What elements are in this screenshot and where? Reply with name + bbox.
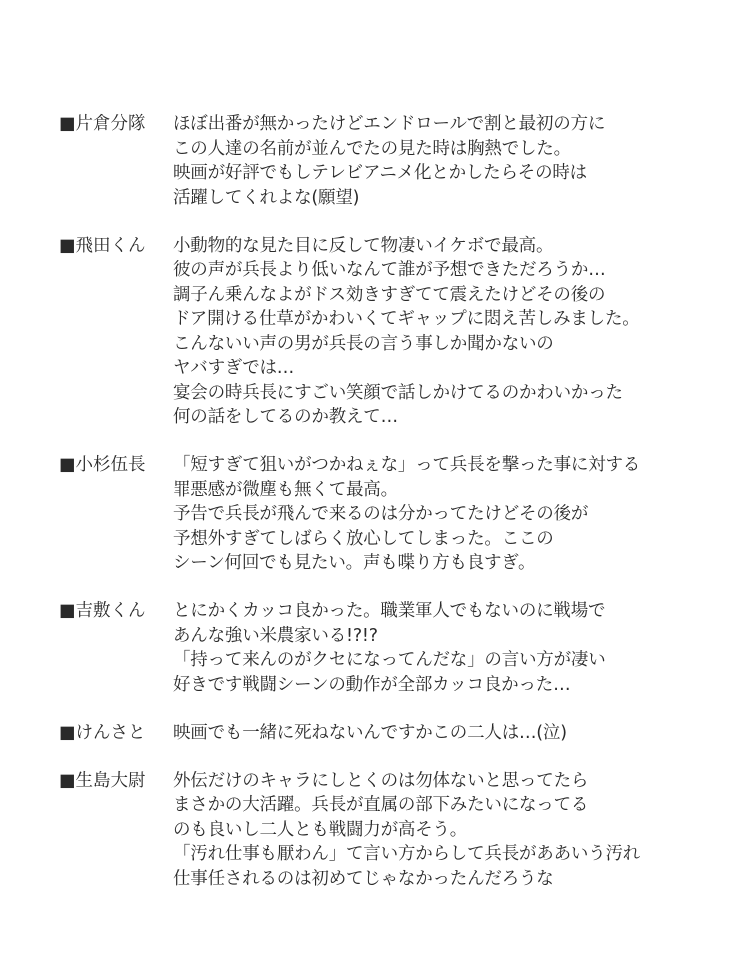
text-line: ドア開ける仕草がかわいくてギャップに悶え苦しみました。 [173, 309, 640, 329]
entry-text [173, 721, 739, 746]
text-line: シーン何回でも見たい。声も喋り方も良すぎ。 [173, 553, 536, 573]
entry-name: ■吉敷くん [59, 601, 146, 621]
entry-name: ■飛田くん [59, 235, 146, 256]
text-line: まさかの大活躍。兵長が直属の部下みたいになってる [173, 795, 589, 815]
text-line: 好きです戦闘シーンの動作が全部カッコ良かった… [173, 674, 571, 695]
text-line: 「持って来んのがクセになってんだな」の言い方が凄い [173, 650, 606, 670]
text-line: 予想外すぎてしばらく放心してしまった。ここの [173, 528, 554, 549]
entry-name: ■けんさと [59, 722, 146, 743]
entry-text [173, 769, 739, 892]
text-line: 外伝だけのキャラにしとくのは勿体ないと思ってたら [173, 770, 589, 791]
text-line: 何の話をしてるのか教えて… [173, 407, 398, 427]
text-line: ほぼ出番が無かったけどエンドロールで割と最初の方に [173, 114, 606, 134]
entry-name: ■小杉伍長 [59, 455, 146, 475]
entry-text [173, 234, 739, 430]
text-line: 彼の声が兵長より低いなんて誰が予想できただろうか… [173, 260, 606, 280]
text-line: 「短すぎて狙いがつかねぇな」って兵長を撃った事に対する [173, 455, 641, 475]
text-line: こんないい声の男が兵長の言う事しか聞かないの [173, 333, 554, 354]
text-line: とにかくカッコ良かった。職業軍人でもないのに戦場で [173, 601, 606, 621]
entry-kensato [59, 721, 739, 746]
entry-name: ■生島大尉 [59, 770, 146, 791]
text-line: 予告で兵長が飛んで来るのは分かってたけどその後が [173, 504, 589, 524]
text-line: あんな強い米農家いる!?!? [173, 625, 378, 646]
text-line: 罪悪感が微塵も無くて最高。 [173, 479, 398, 500]
entry-kishiki [59, 599, 739, 697]
text-line: 活躍してくれよな(願望) [173, 187, 360, 208]
text-line: 映画でも一緒に死ねないんですかこの二人は…(泣) [173, 722, 567, 743]
entry-text [173, 599, 739, 697]
text-line: この人達の名前が並んでたの見た時は胸熱でした。 [173, 138, 571, 159]
entry-hida [59, 234, 739, 430]
entry-name: ■片倉分隊 [59, 114, 146, 134]
entry-kosugi [59, 453, 739, 576]
entry-ikushima [59, 769, 739, 892]
text-line: 調子ん乗んなよがドス効きすぎてて震えたけどその後の [173, 284, 606, 305]
entry-text [173, 453, 739, 576]
text-line: 小動物的な見た目に反して物凄いイケボで最高。 [173, 235, 554, 256]
text-line: のも良いし二人とも戦闘力が高そう。 [173, 819, 468, 840]
comment-list [59, 112, 739, 915]
entry-katakura-squad [59, 112, 739, 210]
text-line: 仕事任されるのは初めてじゃなかったんだろうな [173, 868, 554, 889]
text-line: 映画が好評でもしテレビアニメ化とかしたらその時は [173, 163, 587, 183]
text-line: ヤバすぎでは… [173, 358, 295, 378]
text-line: 宴会の時兵長にすごい笑顔で話しかけてるのかわいかった [173, 382, 623, 403]
entry-text [173, 112, 739, 210]
text-line: 「汚れ仕事も厭わん」て言い方からして兵長がああいう汚れ [173, 844, 641, 864]
